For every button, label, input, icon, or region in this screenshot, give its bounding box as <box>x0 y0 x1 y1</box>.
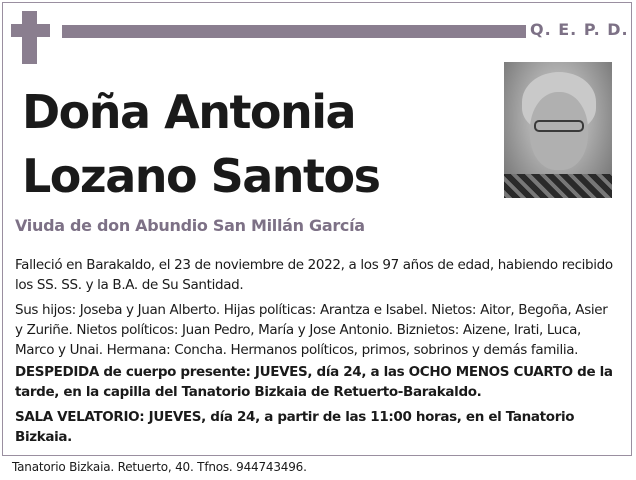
cross-icon-horizontal <box>11 24 50 37</box>
deceased-name <box>22 80 492 208</box>
qepd-label: Q. E. P. D. <box>530 20 629 39</box>
name-line-2: Lozano Santos <box>22 149 380 203</box>
photo-clothing <box>504 174 612 198</box>
widow-of-subtitle: Viuda de don Abundio San Millán García <box>15 216 365 235</box>
footer-contact: Tanatorio Bizkaia. Retuerto, 40. Tfnos. 944743496. <box>12 460 307 474</box>
death-paragraph: Falleció en Barakaldo, el 23 de noviembre de 2022, a los 97 años de edad, habiendo recibido los SS. SS. y la B.A. de Su Santidad. <box>15 257 613 293</box>
farewell-paragraph: DESPEDIDA de cuerpo presente: JUEVES, día 24, a las OCHO MENOS CUARTO de la tarde, en la capilla del Tanatorio Bizkaia de Retuerto-Barakaldo. <box>15 364 613 400</box>
wake-paragraph: SALA VELATORIO: JUEVES, día 24, a partir de las 11:00 horas, en el Tanatorio Bizkaia. <box>15 409 575 445</box>
name-line-1: Doña Antonia <box>22 85 356 139</box>
deceased-photo <box>504 62 612 198</box>
cross-icon-vertical <box>22 11 37 64</box>
header-rule <box>62 25 526 38</box>
family-paragraph: Sus hijos: Joseba y Juan Alberto. Hijas políticas: Arantza e Isabel. Nietos: Aitor, Begoña, Asier y Zuriñe. Nietos políticos: Juan Pedro, María y Jose Antonio. Biznietos: Aizene, Irati, Luca, Marco y Unai. Hermana: Concha. Hermanos políticos, primos, sobrinos y demás familia. <box>15 302 608 358</box>
photo-glasses <box>534 120 584 132</box>
